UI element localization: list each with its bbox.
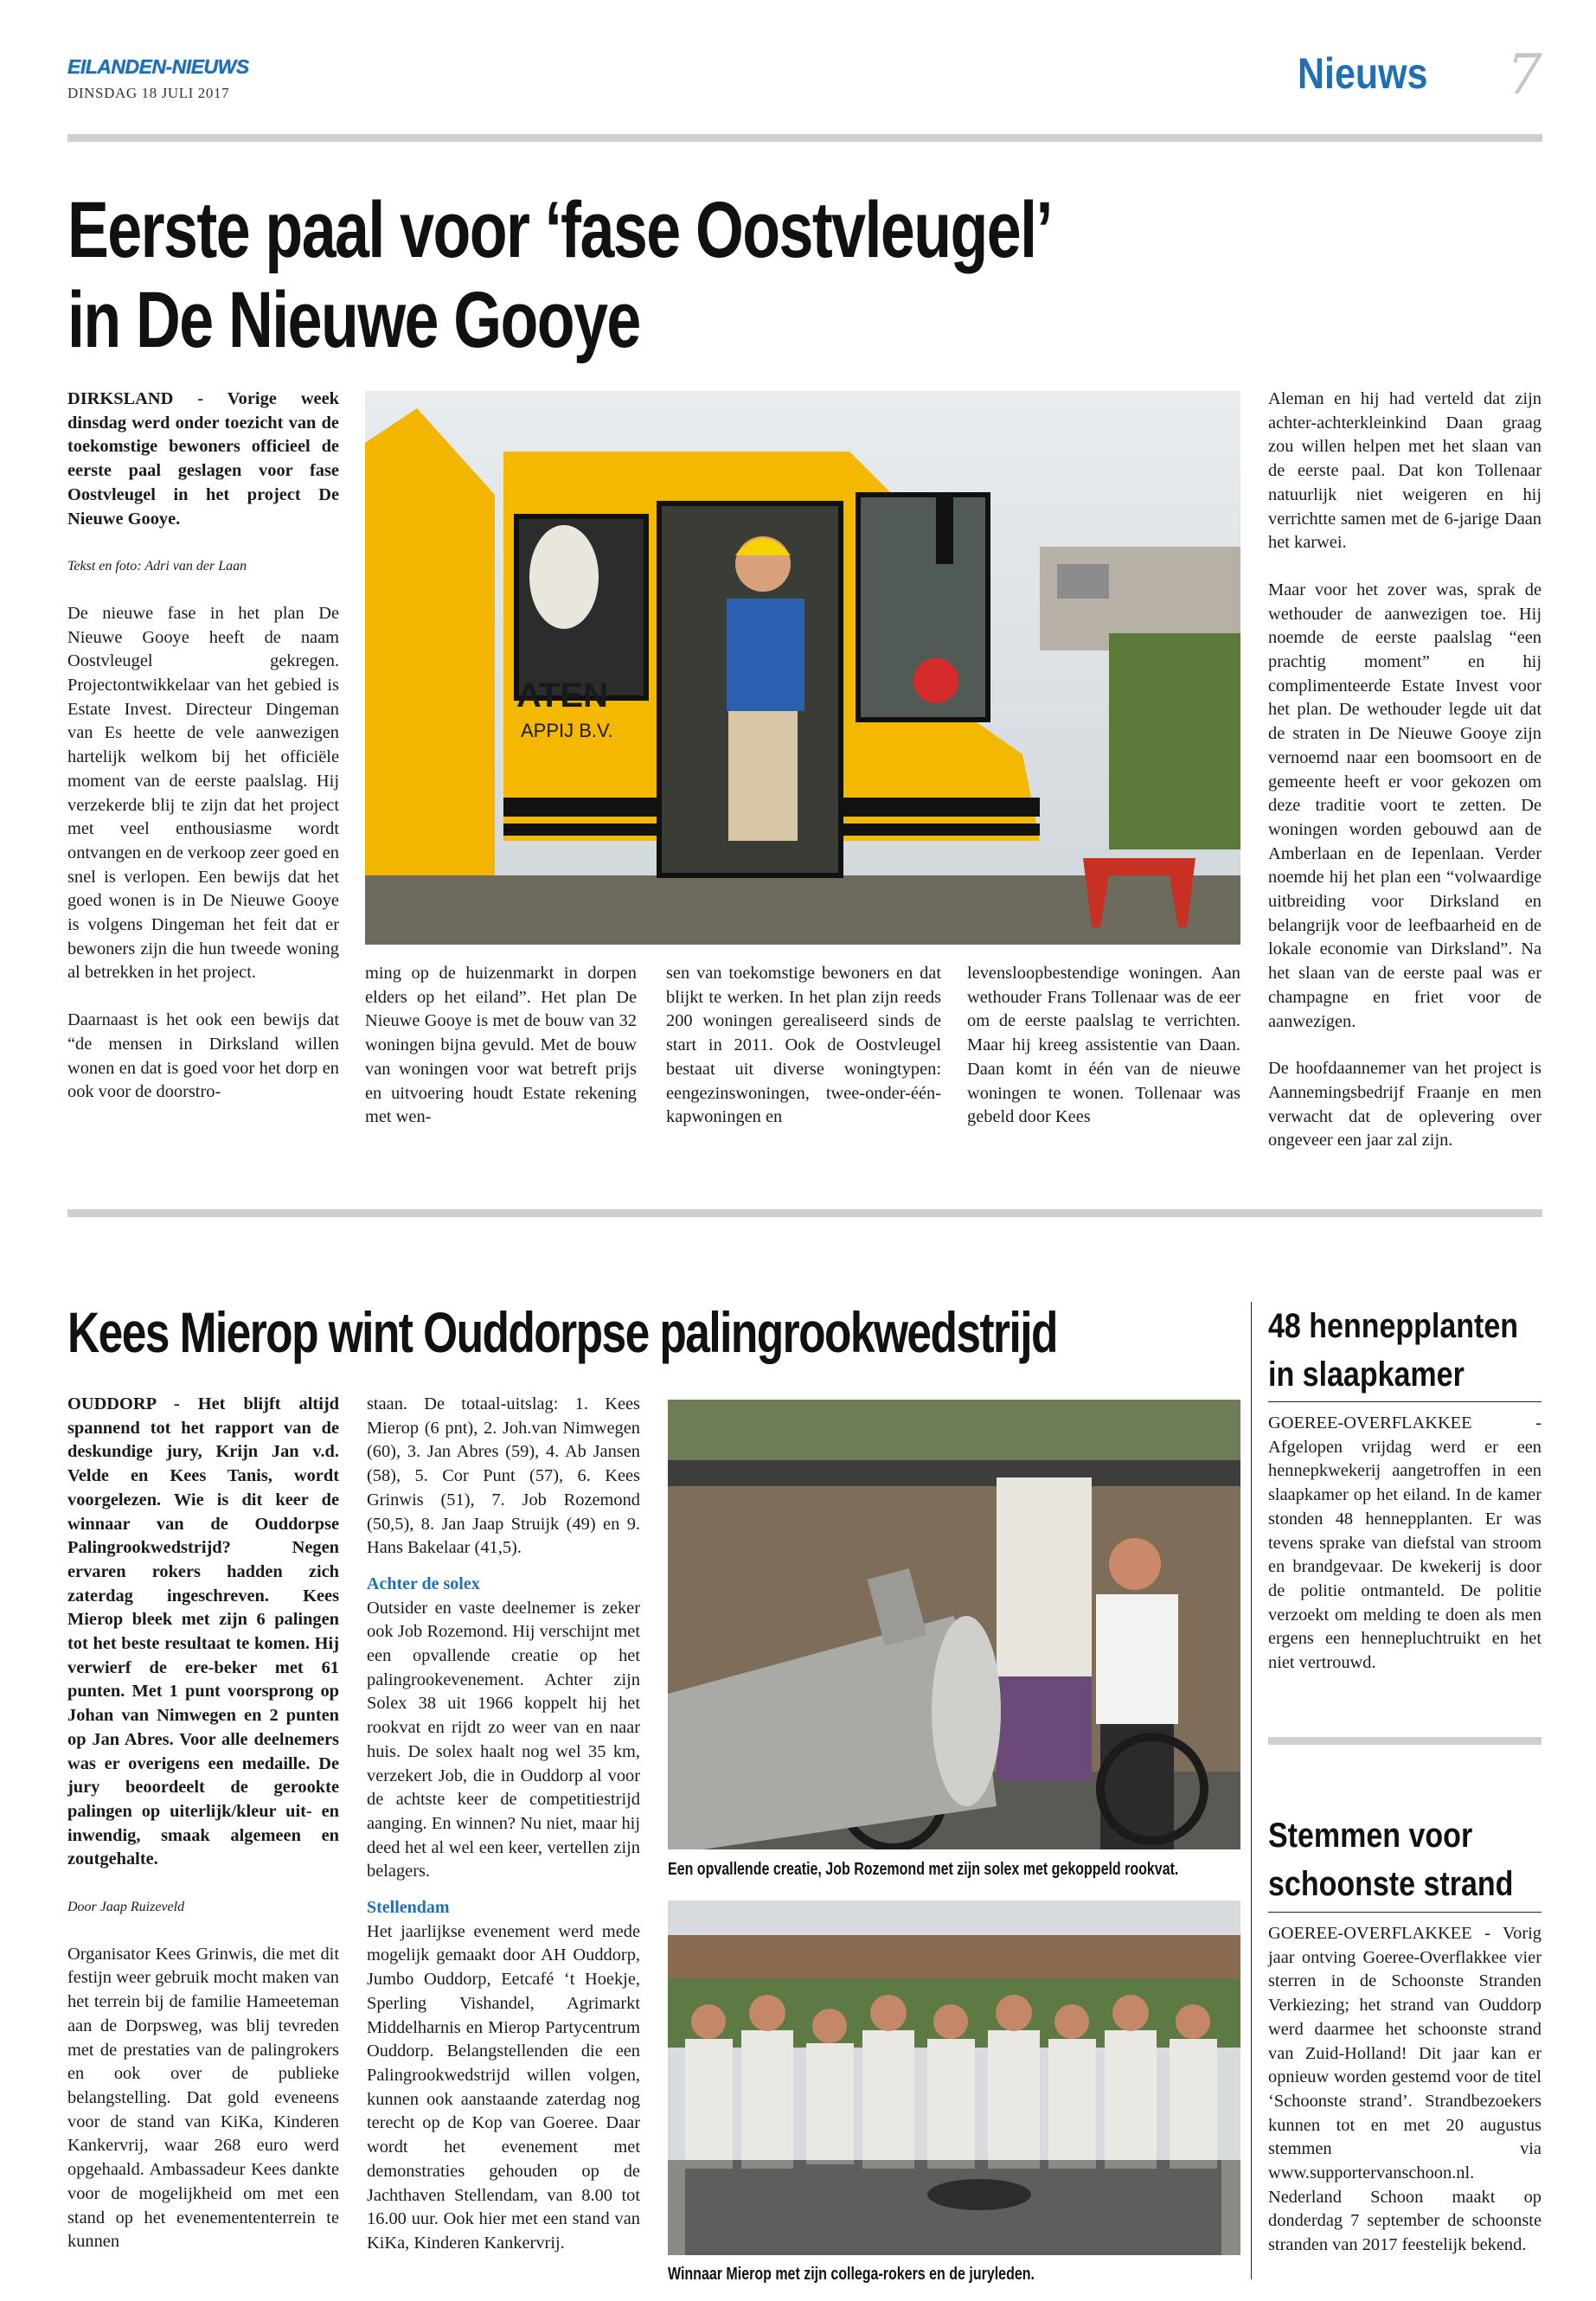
group-photo-caption: Winnaar Mierop met zijn collega-rokers en de juryleden. (668, 2265, 1035, 2284)
solex-photo-illustration (668, 1400, 1240, 1849)
crane-photo-illustration (365, 391, 1240, 945)
brief2-headline (1268, 1811, 1513, 1908)
brief2-body (1268, 1922, 1542, 2258)
article2-headline: Kees Mierop wint Ouddorpse palingrookwedstrijd (67, 1300, 1057, 1364)
issue-date: DINSDAG 18 JULI 2017 (67, 85, 230, 101)
article1-col1-paragraph1: De nieuwe fase in het plan De Nieuwe Gooye heeft de naam Oostvleugel gekregen. Projectontwikkelaar van het gebied is Estate Invest. Directeur Dingeman van Es heette de vele aanwezigen hartelijk welkom bij het officiële moment van de eerste paalslag. Hij verzekerde blij te zijn dat het project met veel enthousiasme wordt ontvangen en de verkoop zeer goed en snel is verlopen. Een bewijs dat het goed wonen is in De Nieuwe Gooye is volgens Dingeman het feit dat er bewoners zijn die hun tweede woning al betrekken in het project. (67, 603, 339, 983)
article2-column-2 (367, 1393, 640, 2256)
article2-column-1 (67, 1393, 339, 2254)
article1-col5-paragraph2: Maar voor het zover was, sprak de wethouder de aanwezigen toe. Hij noemde de eerste paalslag “een prachtig moment” en hij complimenteerde Estate Invest voor het plan. De wethouder legde uit dat de straten in De Nieuwe Gooye zijn vernoemd naar een boomsoort en de gemeente heeft er voor gekozen om deze traditie voort te zetten. De woningen worden gebouwd aan de Amberlaan en de Iepenlaan. Verder noemde hij het plan een “volwaardige uitbreiding voor Dirksland en belangrijk voor de leefbaarheid en de lokale economie van Dirksland”. Na het slaan van de eerste paal was er champagne en friet voor de aanwezigen. (1268, 580, 1542, 1031)
subhead-stellendam: Stellendam (367, 1898, 450, 1918)
article1-headline-line2: in De Nieuwe Gooye (67, 276, 640, 364)
group-photo-illustration (668, 1900, 1240, 2255)
article1-column-4 (967, 962, 1240, 1130)
article2-solex-text: Outsider en vaste deelnemer is zeker ook Job Rozemond. Hij verschijnt met een opvallende creatie op het palingrookevenement. Achter zijn Solex 38 uit 1966 koppelt hij het rookvat en rijdt zo weer van en naar huis. De solex haalt nog wel 35 km, verzekert Job, die in Ouddorp al voor de achtste keer de competitiestrijd aanging. En winnen? Nu niet, maar hij deed het al wel een keer, vertellen zijn belagers. (367, 1598, 640, 1881)
brief1-headline-line2: in slaapkamer (1268, 1356, 1465, 1394)
article2-stellendam-text: Het jaarlijkse evenement werd mede mogelijk gemaakt door AH Ouddorp, Jumbo Ouddorp, Eetcafé ‘t Hoekje, Sperling Vishandel, Agrimarkt Middelharnis en Mierop Partycentrum Ouddorp. Belangstellenden die een Palingrookwedstrijd willen volgen, kunnen ook aanstaande zaterdag nog terecht op de Kop van Goeree. Daar wordt het evenement met demonstraties gehouden op de Jachthaven Stellendam, van 8.00 tot 16.00 uur. Ook hier met een stand van KiKa, Kinderen Kankervrij. (367, 1921, 640, 2253)
brief2-headline-line2: schoonste strand (1268, 1865, 1514, 1903)
top-rule (67, 134, 1542, 142)
brief1-text: GOEREE-OVERFLAKKEE - Afgelopen vrijdag werd er een hennepkwekerij aangetroffen in een slaapkamer op het eiland. In de kamer stonden 48 hennepplanten. Er was tevens sprake van diefstal van stroom en brandgevaar. De kwekerij is door de politie ontmanteld. De politie verzoekt om melding te doen als men ergens een hennepluchtruikt en het niet vertrouwd. (1268, 1413, 1542, 1673)
solex-photo (668, 1400, 1240, 1849)
brief1-body (1268, 1412, 1542, 1676)
article1-headline-line1: Eerste paal voor ‘fase Oostvleugel’ (67, 186, 1052, 274)
middle-rule (67, 1209, 1542, 1217)
brief2-text: GOEREE-OVERFLAKKEE - Vorig jaar ontving Goeree-Overflakkee vier sterren in de Schoonste Stranden Verkiezing; het strand van Ouddorp werd daarmee het schoonste strand van Zuid-Holland! Dit jaar kan er opnieuw worden gestemd voor de titel ‘Schoonste strand’. Strandbezoekers kunnen tot en met 20 augustus stemmen via www.supportervanschoon.nl. Nederland Schoon maakt op donderdag 7 september de schoonste stranden van 2017 feestelijk bekend. (1268, 1924, 1542, 2255)
solex-photo-caption: Een opvallende creatie, Job Rozemond met zijn solex met gekoppeld rookvat. (668, 1860, 1179, 1879)
newspaper-logo: EILANDEN-NIEUWS (67, 55, 249, 78)
brief1-headline-line1: 48 hennepplanten (1268, 1307, 1519, 1345)
subhead-achter-de-solex: Achter de solex (367, 1574, 480, 1593)
article1-col2-text: ming op de huizenmarkt in dorpen elders op het eiland”. Het plan De Nieuwe Gooye is met de bouw van 32 woningen bijna gevuld. Met de bouw van woningen voor wat betreft prijs en uitvoering houdt Estate rekening met wen- (365, 964, 637, 1127)
article1-col5-paragraph1: Aleman en hij had verteld dat zijn achter-achterkleinkind Daan graag zou willen helpen met het slaan van de eerste paal. Dat kon Tollenaar natuurlijk niet weigeren en hij verrichtte samen met de 6-jarige Daan het karwei. (1268, 389, 1542, 553)
brief2-rule (1268, 1912, 1542, 1913)
article2-lead: OUDDORP - Het blijft altijd spannend tot het rapport van de deskundige jury, Krijn Jan v.d. Velde en Kees Tanis, wordt voorgelezen. Wie is dit keer de winnaar van de Ouddorpse Palingrookwedstrijd? Negen ervaren rokers hadden zich zaterdag ingeschreven. Kees Mierop bleek met zijn 6 palingen tot het beste resultaat te komen. Hij verwierf de ere-beker met 61 punten. Met 1 punt voorsprong op Johan van Nimwegen en 2 punten op Jan Abres. Voor alle deelnemers was er overigens een medaille. De jury beoordeelt de gerookte palingen op uiterlijk/kleur uit- en inwendig, smaak algemeen en zoutgehalte. (67, 1394, 339, 1869)
brief1-headline (1268, 1302, 1518, 1399)
article2-results: staan. De totaal-uitslag: 1. Kees Mierop (6 pnt), 2. Joh.van Nimwegen (60), 3. Jan Abres (59), 4. Ab Jansen (58), 5. Cor Punt (57), 6. Kees Grinwis (51), 7. Job Rozemond (50,5), 8. Jan Jaap Struijk (49) en 9. Hans Bakelaar (41,5). (367, 1394, 640, 1558)
article2-col1-text: Organisator Kees Grinwis, die met dit festijn weer gebruik mocht maken van het terrein bij de familie Hameeteman aan de Dorpsweg, was blij tevreden met de prestaties van de palingrokers en ook over de publieke belangstelling. Dat gold eveneens voor de stand van KiKa, Kinderen Kankervrij, waar 268 euro werd opgehaald. Ambassadeur Kees dankte voor de mogelijkheid om met een stand op het evenemententerrein te kunnen (67, 1944, 339, 2252)
article2-credit: Door Jaap Ruizeveld (67, 1900, 185, 1915)
article1-credit: Tekst en foto: Adri van der Laan (67, 559, 247, 574)
section-title: Nieuws (1298, 49, 1428, 98)
crane-sign-line1: ATEN (516, 676, 608, 715)
brief2-headline-line1: Stemmen voor (1268, 1817, 1473, 1855)
sidebar-rule (1268, 1737, 1542, 1745)
article1-col4-text: levensloopbestendige woningen. Aan wethouder Frans Tollenaar was de eer om de eerste paalslag te verrichten. Maar hij kreeg assistentie van Daan. Daan komt in één van de nieuwe woningen te wonen. Tollenaar was gebeld door Kees (967, 964, 1240, 1127)
article1-lead: DIRKSLAND - Vorige week dinsdag werd onder toezicht van de toekomstige bewoners officieel de eerste paal geslagen voor fase Oostvleugel in het project De Nieuwe Gooye. (67, 389, 339, 529)
article1-column-2 (365, 962, 637, 1130)
group-photo (668, 1900, 1240, 2255)
article1-column-1 (67, 388, 339, 1105)
page-number: 7 (1507, 43, 1542, 107)
article1-headline (67, 185, 1052, 365)
article1-col3-text: sen van toekomstige bewoners en dat blijkt te werken. In het plan zijn reeds 200 woningen gerealiseerd sinds de start in 2011. Ook de Oostvleugel bestaat uit diverse woningtypen: eengezinswoningen, twee-onder-één-kapwoningen en (666, 964, 941, 1127)
article1-col5-paragraph3: De hoofdaannemer van het project is Aannemingsbedrijf Fraanje en men verwacht dat de oplevering over ongeveer een jaar zal zijn. (1268, 1059, 1542, 1150)
article1-column-5 (1268, 388, 1542, 1153)
article1-column-3 (666, 962, 941, 1130)
crane-photo (365, 391, 1240, 945)
article1-col1-paragraph2: Daarnaast is het ook een bewijs dat “de mensen in Dirksland willen wonen en dat is goed voor het dorp en ook voor de doorstro- (67, 1010, 339, 1102)
brief1-rule (1268, 1401, 1542, 1402)
crane-sign-line2: APPIJ B.V. (521, 720, 613, 741)
sidebar-divider (1251, 1302, 1252, 2279)
